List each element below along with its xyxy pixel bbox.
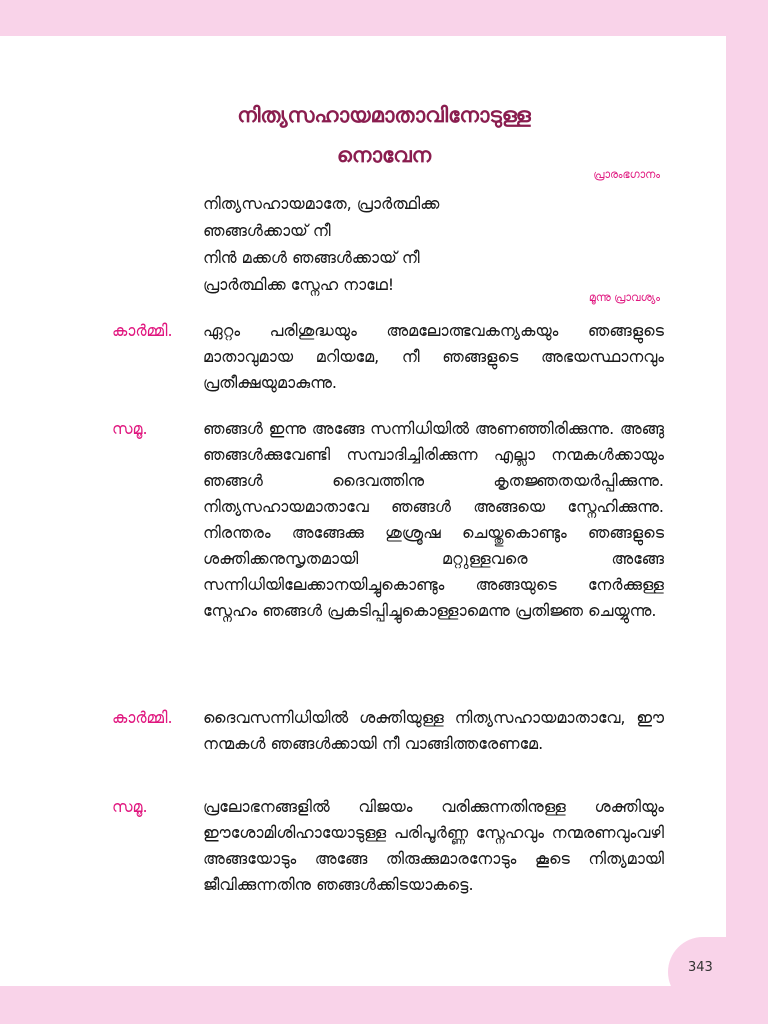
hymn-line: പ്രാർത്ഥിക്ക സ്നേഹ നാഥേ! — [203, 275, 395, 294]
repeat-thrice-note: മൂന്നു പ്രാവശ്യം — [588, 291, 660, 304]
opening-hymn-note: പ്രാരംഭഗാനം — [593, 168, 660, 181]
speaker-label: സമൂ. — [112, 797, 148, 816]
hymn-line: നിത്യസഹായമാതേ, പ്രാർത്ഥിക്ക — [203, 194, 440, 213]
prayer-text: പ്രലോഭനങ്ങളിൽ വിജയം വരിക്കുന്നതിനുള്ള ശക്തിയും ഈശോമിശിഹായോടുള്ള പരിപൂർണ്ണ സ്നേഹവും നന്മരണവുംവഴി അങ്ങയോടും അങ്ങേ തിരുക്കുമാരനോടും കൂടെ നിത്യമായി ജീവിക്കുന്നതിനു ഞങ്ങൾക്കിടയാകട്ടെ. — [203, 797, 664, 894]
speaker-label: കാർമ്മി. — [112, 321, 173, 340]
page-number: 343 — [688, 960, 713, 975]
page-number-tab — [668, 937, 768, 1007]
hymn-line: ഞങ്ങൾക്കായ് നീ — [203, 221, 331, 240]
speaker-label: സമൂ. — [112, 419, 148, 438]
speaker-label: കാർമ്മി. — [112, 708, 173, 727]
title-line-2: നൊവേന — [336, 143, 432, 167]
prayer-text: ഏറ്റം പരിശുദ്ധയും അമലോത്ഭവകന്യകയും ഞങ്ങളുടെ മാതാവുമായ മറിയമേ, നീ ഞങ്ങളുടെ അഭയസ്ഥാനവും പ്രതീക്ഷയുമാകുന്നു. — [203, 321, 664, 392]
prayer-text: ദൈവസന്നിധിയിൽ ശക്തിയുള്ള നിത്യസഹായമാതാവേ, ഈ നന്മകൾ ഞങ്ങൾക്കായി നീ വാങ്ങിത്തരേണമേ. — [203, 708, 664, 753]
title-line-1: നിത്യസഹായമാതാവിനോടുള്ള — [237, 103, 531, 127]
hymn-line: നിൻ മക്കൾ ഞങ്ങൾക്കായ് നീ — [203, 248, 420, 267]
hymn-verse — [203, 190, 439, 298]
prayer-text: ഞങ്ങൾ ഇന്നു അങ്ങേ സന്നിധിയിൽ അണഞ്ഞിരിക്കുന്നു. അങ്ങു ഞങ്ങൾക്കുവേണ്ടി സമ്പാദിച്ചിരിക്കുന്ന എല്ലാ നന്മകൾക്കായും ഞങ്ങൾ ദൈവത്തിനു കൃതജ്ഞതയർപ്പിക്കുന്നു. നിത്യസഹായമാതാവേ ഞങ്ങൾ അങ്ങയെ സ്നേഹിക്കുന്നു. നിരന്തരം അങ്ങേക്കു ശുശ്രൂഷ ചെയ്തുകൊണ്ടും ഞങ്ങളുടെ ശക്തിക്കനുസൃതമായി മറ്റുള്ളവരെ അങ്ങേ സന്നിധിയിലേക്കാനയിച്ചുകൊണ്ടും അങ്ങയുടെ നേർക്കുള്ള സ്നേഹം ഞങ്ങൾ പ്രകടിപ്പിച്ചുകൊള്ളാമെന്നു പ്രതിജ്ഞ ചെയ്യുന്നു. — [203, 419, 664, 620]
